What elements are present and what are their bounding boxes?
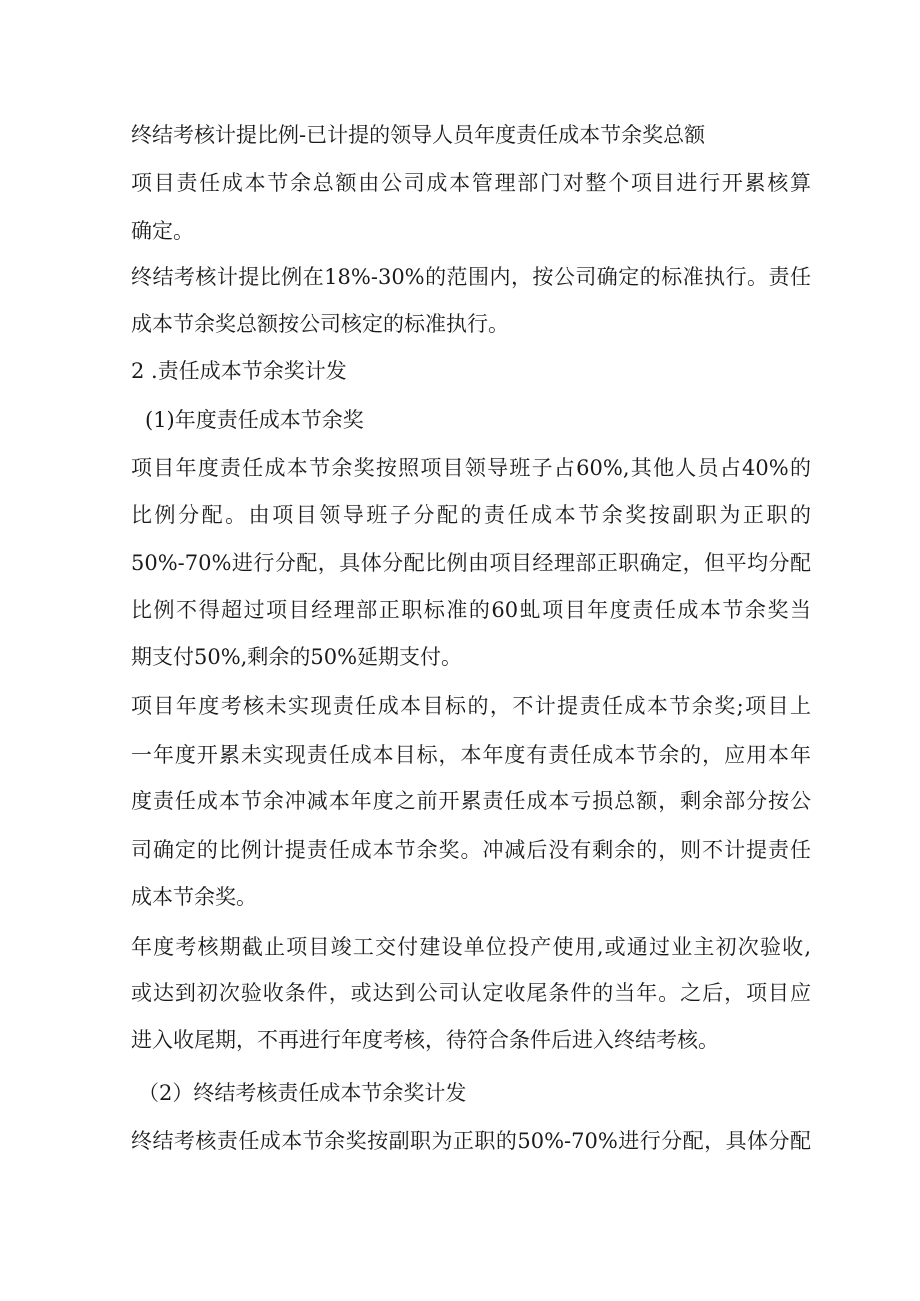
text-line: 年度考核期截止项目竣工交付建设单位投产使用,或通过业主初次验收, xyxy=(131,935,811,959)
text-line: 终结考核计提比例-已计提的领导人员年度责任成本节余奖总额 xyxy=(131,123,706,147)
text-line: 确定。 xyxy=(131,219,194,243)
text-line: 项目责任成本节余总额由公司成本管理部门对整个项目进行开累核算 xyxy=(131,171,811,195)
text-line: 进入收尾期，不再进行年度考核，待符合条件后进入终结考核。 xyxy=(131,1028,719,1052)
section-heading: 2 .责任成本节余奖计发 xyxy=(131,359,347,383)
text-line: 期支付50%,剩余的50%延期支付。 xyxy=(131,645,463,669)
subsection-heading: (1)年度责任成本节余奖 xyxy=(145,408,364,432)
text-line: 项目年度考核未实现责任成本目标的，不计提责任成本节余奖;项目上 xyxy=(131,694,811,718)
text-line: 司确定的比例计提责任成本节余奖。冲减后没有剩余的，则不计提责任 xyxy=(131,838,811,862)
text-line: 度责任成本节余冲减本年度之前开累责任成本亏损总额，剩余部分按公 xyxy=(131,789,811,813)
text-line: 终结考核计提比例在18%-30%的范围内，按公司确定的标准执行。责任 xyxy=(131,265,811,289)
text-line: 比例不得超过项目经理部正职标准的60虬项目年度责任成本节余奖当 xyxy=(131,598,811,622)
text-line: 一年度开累未实现责任成本目标，本年度有责任成本节余的，应用本年 xyxy=(131,743,811,767)
text-line: 成本节余奖总额按公司核定的标准执行。 xyxy=(131,312,509,336)
text-line: 项目年度责任成本节余奖按照项目领导班子占60%,其他人员占40%的 xyxy=(131,456,811,480)
text-line: 50%-70%进行分配，具体分配比例由项目经理部正职确定，但平均分配 xyxy=(131,551,811,575)
text-line: 成本节余奖。 xyxy=(131,885,257,909)
text-line: 或达到初次验收条件，或达到公司认定收尾条件的当年。之后，项目应 xyxy=(131,981,811,1005)
subsection-heading: （2）终结考核责任成本节余奖计发 xyxy=(138,1081,467,1105)
text-line: 比例分配。由项目领导班子分配的责任成本节余奖按副职为正职的 xyxy=(131,503,811,527)
text-line: 终结考核责任成本节余奖按副职为正职的50%-70%进行分配，具体分配 xyxy=(131,1129,811,1153)
